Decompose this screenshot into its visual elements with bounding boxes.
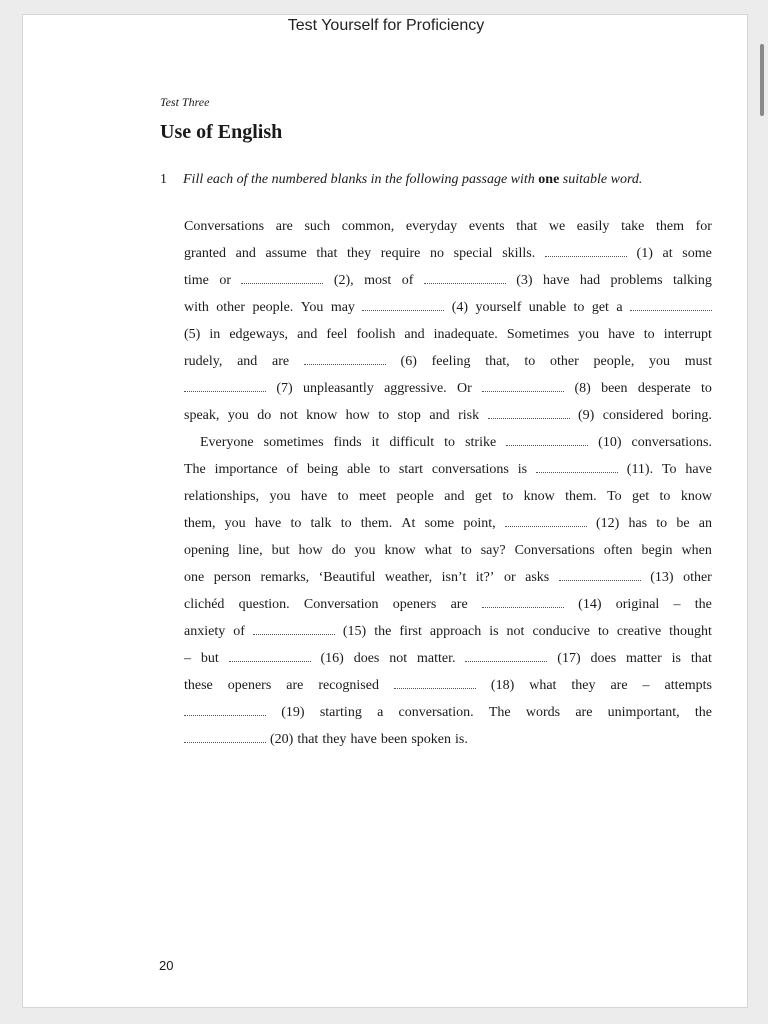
passage-word: events [468,219,505,234]
answer-blank[interactable] [506,432,588,446]
passage-word: often [603,543,633,558]
passage-word: feeling [431,354,471,369]
passage-word: opening [184,543,230,558]
passage-word: but [271,543,290,558]
answer-blank[interactable] [184,702,266,716]
passage-word: to [340,516,352,531]
passage-word: conversation. [398,705,474,720]
passage-word: easily [576,219,610,234]
answer-blank[interactable] [482,378,564,392]
passage-word: interrupt [663,327,712,342]
passage-word: thought [669,624,712,639]
passage-word: (7) [276,381,293,396]
passage-word: skills. [502,246,536,261]
passage-word: to [379,462,391,477]
passage-word: spoken [411,732,451,747]
passage-word: talking [673,273,712,288]
answer-blank[interactable] [253,621,335,635]
passage-word: unpleasantly [302,381,374,396]
passage-word: (18) [490,678,515,693]
passage-word: Everyone [200,435,254,450]
passage-word: aggressive. [384,381,447,396]
passage-word: have [300,489,328,504]
passage-word: other [550,354,579,369]
passage-word: you [224,516,246,531]
passage-word: Conversation [303,597,379,612]
passage-word: may [330,300,355,315]
passage-word: when [681,543,712,558]
passage-word: time [184,273,209,288]
passage-line [184,726,712,753]
passage-word: to [502,489,514,504]
passage-word: do [257,408,272,423]
answer-blank[interactable] [184,729,266,743]
passage-word: importance [214,462,278,477]
passage-word: in [209,327,221,342]
passage-word: matter [626,651,662,666]
page-number: 20 [159,958,174,973]
answer-blank[interactable] [362,297,444,311]
passage-word: weather, [384,570,433,585]
passage-word: and [404,327,425,342]
passage-word: must [684,354,712,369]
passage-word: been [380,732,408,747]
passage-word: to [597,624,609,639]
passage-word: (5) [184,327,201,342]
passage-word: some [424,516,455,531]
passage-word: words [525,705,561,720]
passage-word: know [523,489,555,504]
passage-word: strike [465,435,497,450]
passage-line [184,618,712,645]
passage-line [184,672,712,699]
passage-word: that, [485,354,510,369]
passage-line [184,483,712,510]
passage-word: not [279,408,298,423]
exercise-number: 1 [160,172,167,187]
passage-word: point, [463,516,496,531]
passage-word: difficult [389,435,435,450]
passage [184,213,712,753]
passage-word: you [354,543,376,558]
passage-word: other [683,570,712,585]
passage-word: first [399,624,422,639]
passage-word: them. [565,489,597,504]
passage-word: Sometimes [506,327,570,342]
instruction-text-end: suitable word. [559,172,643,187]
passage-word: with [184,300,209,315]
passage-line [184,294,712,321]
passage-word: and [297,327,318,342]
passage-line [184,213,712,240]
passage-word: at [662,246,673,261]
passage-word: openers [227,678,272,693]
passage-word: (1) [636,246,653,261]
passage-word: we [548,219,566,234]
passage-word: other [216,300,246,315]
passage-word: conducive [532,624,590,639]
passage-word: to [524,354,536,369]
passage-word: to [659,489,671,504]
passage-word: that [690,651,712,666]
passage-line [184,267,712,294]
passage-word: Or [457,381,472,396]
instruction-text-bold: one [538,172,560,187]
passage-word: to [337,489,349,504]
passage-word: require [380,246,421,261]
passage-word: remarks, [260,570,310,585]
passage-word: assume [265,246,307,261]
passage-word: one [184,570,205,585]
passage-word: it [371,435,380,450]
passage-word: isn’t [441,570,467,585]
passage-word: Conversations [184,219,265,234]
passage-word: them, [184,516,216,531]
passage-word: has [628,516,648,531]
passage-word: (13) [650,570,674,585]
passage-word: feel [326,327,348,342]
passage-line [184,429,712,456]
passage-word: granted [184,246,226,261]
passage-word: been [601,381,628,396]
passage-word: attempts [664,678,712,693]
passage-word: and [444,489,465,504]
passage-word: special [453,246,493,261]
passage-word: they [346,246,372,261]
passage-word: ‘Beautiful [318,570,376,585]
passage-word: yourself [475,300,522,315]
passage-word: risk [458,408,480,423]
passage-word: not [506,624,525,639]
passage-word: and [235,246,256,261]
passage-word: is [489,624,499,639]
passage-word: have [608,327,635,342]
passage-word: the [694,597,712,612]
passage-line [184,321,712,348]
passage-word: most [364,273,392,288]
passage-word: Conversations [514,543,595,558]
answer-blank[interactable] [545,243,627,257]
passage-word: to [643,327,655,342]
passage-word: creative [616,624,662,639]
passage-word: To [661,462,677,477]
passage-line [184,402,712,429]
passage-word: what [424,543,452,558]
passage-word: edgeways, [229,327,289,342]
passage-word: being [307,462,339,477]
passage-word: but [200,651,219,666]
passage-word: say? [480,543,506,558]
passage-word: (3) [516,273,533,288]
passage-word: (2), [333,273,354,288]
passage-word: foolish [356,327,396,342]
document-page [22,14,748,1008]
passage-word: (14) [578,597,602,612]
passage-word: of [286,462,299,477]
passage-line [184,564,712,591]
passage-word: to [573,300,585,315]
passage-word: – [184,651,191,666]
passage-word: people. [252,300,294,315]
passage-word: is [517,462,528,477]
passage-word: get [591,300,609,315]
passage-word: starting [319,705,362,720]
passage-word: take [621,219,645,234]
passage-word: know [384,543,416,558]
passage-word: know [306,408,338,423]
passage-word: stop [397,408,421,423]
passage-word: (4) [451,300,469,315]
passage-line [184,537,712,564]
passage-word: sometimes [263,435,324,450]
passage-word: you [578,327,600,342]
passage-word: to [444,435,456,450]
passage-word: original [615,597,660,612]
passage-word: are [275,219,293,234]
passage-line [184,591,712,618]
answer-blank[interactable] [184,378,266,392]
passage-word: is. [454,732,468,747]
passage-word: To [607,489,622,504]
passage-word: meet [358,489,387,504]
passage-word: finds [333,435,362,450]
passage-word: openers [392,597,437,612]
answer-blank[interactable] [482,594,564,608]
passage-word: it?’ [475,570,495,585]
passage-word: are [450,597,468,612]
passage-word: you [649,354,671,369]
answer-blank[interactable] [536,459,618,473]
passage-word: start [398,462,424,477]
passage-word: an [698,516,712,531]
passage-word: to [656,516,668,531]
passage-word: that [516,219,538,234]
passage-word: (8) [574,381,591,396]
passage-word: and [429,408,450,423]
passage-word: know [680,489,712,504]
passage-word: asks [525,570,550,585]
exercise-instruction [183,172,642,188]
passage-word: the [374,624,392,639]
passage-word: have [254,516,282,531]
passage-word: anxiety [184,624,226,639]
passage-word: everyday [405,219,458,234]
passage-word: they [322,732,347,747]
passage-word: that [316,246,338,261]
passage-word: (6) [400,354,417,369]
passage-line [184,456,712,483]
instruction-text-start: Fill each of the numbered blanks in the following passage with [183,172,539,187]
passage-word: of [401,273,414,288]
passage-word: is [671,651,682,666]
passage-word: (11). [626,462,654,477]
passage-line [184,375,712,402]
passage-word: such [304,219,331,234]
passage-word: At [401,516,416,531]
passage-word: inadequate. [433,327,498,342]
passage-word: have [350,732,377,747]
passage-word: common, [341,219,395,234]
passage-word: question. [238,597,290,612]
passage-word: how [345,408,370,423]
passage-word: The [184,462,206,477]
passage-word: problems [610,273,663,288]
test-label: Test Three [160,95,210,109]
passage-word: how [298,543,323,558]
passage-word: (9) [577,408,595,423]
passage-word: approach [429,624,482,639]
passage-word: does [590,651,617,666]
passage-line [184,699,712,726]
passage-word: are [575,705,593,720]
passage-word: unimportant, [607,705,680,720]
document-title: Test Yourself for Proficiency [287,17,485,34]
passage-word: (20) [270,732,294,747]
answer-blank[interactable] [505,513,587,527]
passage-word: or [503,570,516,585]
passage-word: get [474,489,492,504]
passage-word: some [682,246,712,261]
passage-word: get [632,489,650,504]
answer-blank[interactable] [241,270,323,284]
passage-word: – [673,597,681,612]
passage-word: be [676,516,690,531]
passage-word: what [529,678,557,693]
passage-word: had [579,273,601,288]
passage-word: talk [310,516,332,531]
answer-blank[interactable] [229,648,311,662]
passage-word: and [237,354,258,369]
passage-word: – [642,678,650,693]
passage-word: able [346,462,371,477]
passage-word: conversations [431,462,509,477]
answer-blank[interactable] [394,675,476,689]
answer-blank[interactable] [488,405,570,419]
answer-blank[interactable] [559,567,641,581]
passage-word: are [272,354,290,369]
answer-blank[interactable] [465,648,547,662]
passage-word: not [389,651,408,666]
passage-word: that [297,732,319,747]
passage-word: or [219,273,231,288]
passage-word: (16) [320,651,344,666]
passage-word: are [610,678,628,693]
passage-word: person [213,570,252,585]
passage-word: these [184,678,213,693]
passage-word: (10) [598,435,622,450]
passage-word: rudely, [184,354,223,369]
passage-word: line, [238,543,263,558]
passage-word: to [460,543,472,558]
passage-word: begin [641,543,673,558]
passage-word: they [571,678,596,693]
passage-line [184,240,712,267]
passage-word: does [353,651,380,666]
scrollbar-thumb[interactable] [760,44,764,116]
passage-word: do [331,543,346,558]
passage-word: to [290,516,302,531]
passage-word: relationships, [184,489,260,504]
passage-word: the [694,705,712,720]
passage-word: to [701,381,712,396]
passage-word: a [377,705,384,720]
passage-word: matter. [417,651,456,666]
passage-word: have [685,462,712,477]
passage-word: of [233,624,245,639]
section-heading: Use of English [160,121,283,143]
passage-word: considered [602,408,664,423]
passage-word: no [430,246,445,261]
passage-line [184,348,712,375]
passage-word: them [656,219,685,234]
passage-word: conversations. [631,435,712,450]
passage-word: (12) [595,516,620,531]
answer-blank[interactable] [630,297,712,311]
passage-word: unable [528,300,567,315]
passage-line [184,510,712,537]
passage-word: clichéd [184,597,225,612]
passage-word: are [286,678,304,693]
passage-word: boring. [671,408,712,423]
passage-word: The [488,705,511,720]
passage-word: (17) [557,651,581,666]
passage-word: You [300,300,324,315]
passage-word: people, [593,354,635,369]
passage-word: (15) [342,624,367,639]
passage-line [184,645,712,672]
passage-word: you [227,408,249,423]
passage-word: a [616,300,623,315]
passage-word: them. [360,516,393,531]
passage-word: recognised [318,678,379,693]
passage-word: you [269,489,291,504]
passage-word: (19) [281,705,305,720]
passage-word: to [378,408,390,423]
passage-word: people [396,489,434,504]
passage-word: speak, [184,408,220,423]
passage-word: for [695,219,712,234]
passage-word: have [543,273,570,288]
passage-word: desperate [637,381,691,396]
answer-blank[interactable] [304,351,386,365]
answer-blank[interactable] [424,270,506,284]
